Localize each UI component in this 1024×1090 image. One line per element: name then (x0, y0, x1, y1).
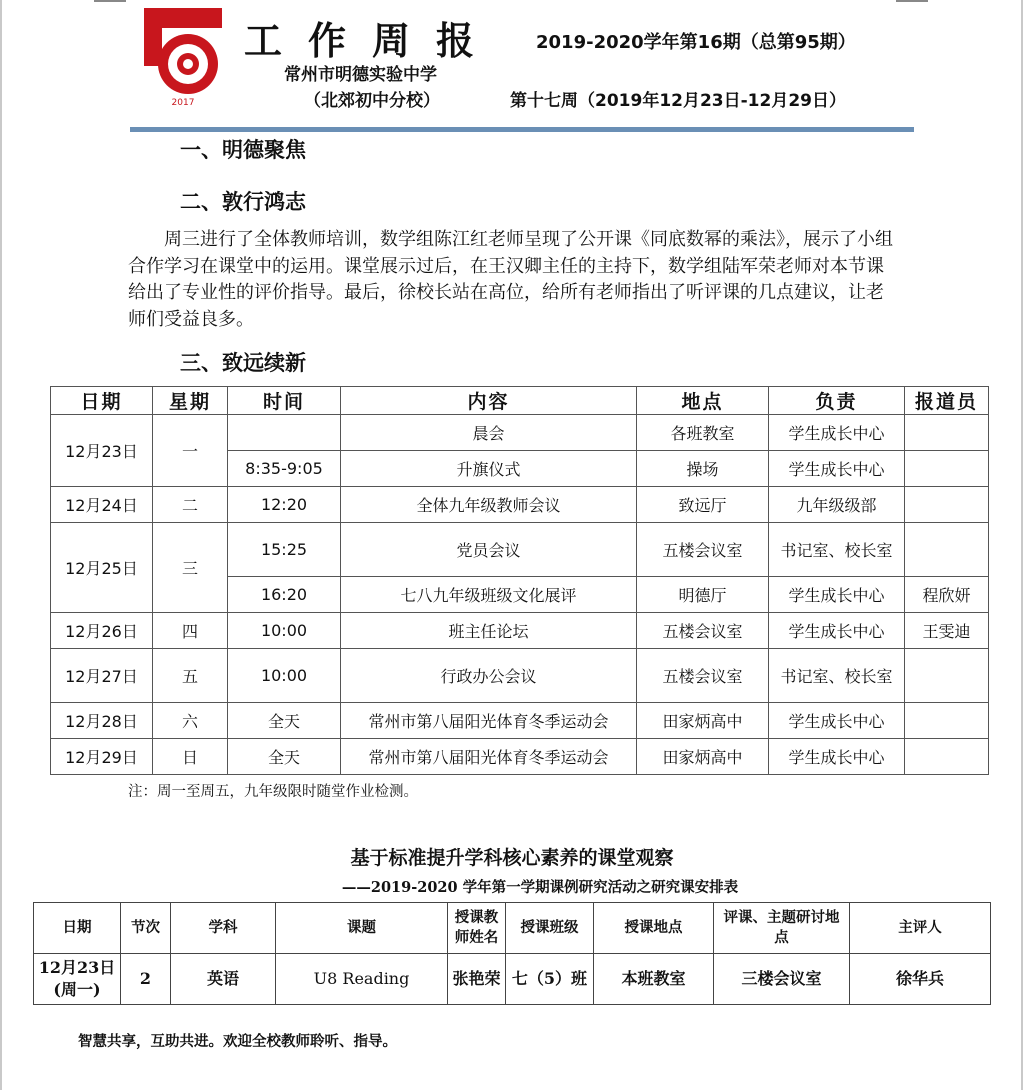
cell-date: 12月27日 (51, 649, 153, 703)
cell-owner: 书记室、校长室 (769, 523, 905, 577)
cell-reporter (905, 703, 989, 739)
observation-table (33, 902, 991, 1005)
col-header-reporter: 报道员 (905, 387, 989, 415)
page-tick-right (896, 0, 928, 2)
cell-time: 10:00 (228, 649, 341, 703)
cell-owner: 学生成长中心 (769, 703, 905, 739)
obs-header-subject: 学科 (171, 903, 276, 954)
cell-weekday: 六 (153, 703, 228, 739)
cell-time: 15:25 (228, 523, 341, 577)
cell-reporter (905, 451, 989, 487)
cell-time: 全天 (228, 703, 341, 739)
cell-place: 田家炳高中 (637, 739, 769, 775)
issue-number: 2019-2020学年第16期（总第95期） (536, 32, 856, 53)
week-range: 第十七周（2019年12月23日-12月29日） (510, 91, 846, 111)
col-header-time: 时间 (228, 387, 341, 415)
obs-header-place: 授课地点 (594, 903, 714, 954)
report-title: 工作周报 (244, 19, 501, 63)
cell-owner: 学生成长中心 (769, 415, 905, 451)
cell-place: 五楼会议室 (637, 523, 769, 577)
obs-cell-reviewer: 徐华兵 (850, 954, 991, 1005)
section-heading-schedule: 三、致远续新 (180, 351, 306, 375)
table-row (51, 613, 989, 649)
table-row (51, 523, 989, 577)
cell-date: 12月29日 (51, 739, 153, 775)
cell-content: 常州市第八届阳光体育冬季运动会 (341, 739, 637, 775)
col-header-weekday: 星期 (153, 387, 228, 415)
footer-note: 智慧共享，互助共进。欢迎全校教师聆听、指导。 (78, 1033, 397, 1050)
cell-date: 12月28日 (51, 703, 153, 739)
cell-time: 10:00 (228, 613, 341, 649)
cell-place: 田家炳高中 (637, 703, 769, 739)
cell-weekday: 一 (153, 415, 228, 487)
cell-time: 全天 (228, 739, 341, 775)
page-tick-left (94, 0, 126, 2)
cell-content: 党员会议 (341, 523, 637, 577)
table-row (34, 954, 991, 1005)
cell-reporter: 程欣妍 (905, 577, 989, 613)
cell-owner: 书记室、校长室 (769, 649, 905, 703)
cell-time: 12:20 (228, 487, 341, 523)
cell-time: 16:20 (228, 577, 341, 613)
obs-cell-subject: 英语 (171, 954, 276, 1005)
cell-date: 12月25日 (51, 523, 153, 613)
cell-reporter (905, 649, 989, 703)
obs-cell-date (34, 954, 121, 1005)
cell-place: 五楼会议室 (637, 613, 769, 649)
obs-cell-period: 2 (121, 954, 171, 1005)
cell-date: 12月23日 (51, 415, 153, 487)
observation-header-row (34, 903, 991, 954)
col-header-content: 内容 (341, 387, 637, 415)
cell-place: 操场 (637, 451, 769, 487)
cell-reporter (905, 739, 989, 775)
cell-reporter (905, 523, 989, 577)
header-rule (130, 127, 914, 132)
cell-reporter (905, 487, 989, 523)
cell-content: 行政办公会议 (341, 649, 637, 703)
cell-content: 班主任论坛 (341, 613, 637, 649)
obs-header-topic: 课题 (276, 903, 448, 954)
cell-date: 12月24日 (51, 487, 153, 523)
cell-reporter (905, 415, 989, 451)
page-border-left (0, 0, 2, 1090)
obs-header-reviewer: 主评人 (850, 903, 991, 954)
cell-reporter: 王雯迪 (905, 613, 989, 649)
obs-cell-place: 本班教室 (594, 954, 714, 1005)
obs-date: 12月23日 (38, 958, 116, 977)
obs-cell-class: 七（5）班 (506, 954, 594, 1005)
table-row (51, 703, 989, 739)
col-header-date: 日期 (51, 387, 153, 415)
section-heading-focus: 一、明德聚焦 (180, 138, 306, 162)
table-row (51, 415, 989, 451)
schedule-note: 注：周一至周五，九年级限时随堂作业检测。 (128, 784, 418, 800)
obs-header-class: 授课班级 (506, 903, 594, 954)
obs-header-date: 日期 (34, 903, 121, 954)
cell-place: 五楼会议室 (637, 649, 769, 703)
col-header-owner: 负责 (769, 387, 905, 415)
table-row (51, 487, 989, 523)
cell-content: 升旗仪式 (341, 451, 637, 487)
obs-cell-review-place: 三楼会议室 (714, 954, 850, 1005)
obs-cell-topic: U8 Reading (276, 954, 448, 1005)
cell-weekday: 三 (153, 523, 228, 613)
school-logo (138, 6, 228, 110)
observation-title: 基于标准提升学科核心素养的课堂观察 (350, 847, 674, 869)
section-heading-training: 二、敦行鸿志 (180, 190, 306, 214)
weekly-schedule-table (50, 386, 989, 775)
obs-day: (周一) (53, 980, 101, 999)
cell-content: 常州市第八届阳光体育冬季运动会 (341, 703, 637, 739)
cell-time: 8:35-9:05 (228, 451, 341, 487)
cell-owner: 学生成长中心 (769, 577, 905, 613)
cell-owner: 学生成长中心 (769, 613, 905, 649)
cell-weekday: 日 (153, 739, 228, 775)
page-border-right (1021, 0, 1023, 1090)
schedule-header-row (51, 387, 989, 415)
cell-owner: 学生成长中心 (769, 451, 905, 487)
training-paragraph: 周三进行了全体教师培训，数学组陈江红老师呈现了公开课《同底数幂的乘法》，展示了小组合作学习在课堂中的运用。课堂展示过后，在王汉卿主任的主持下，数学组陆军荣老师对本节课给出了专业性的评价指导。最后，徐校长站在高位，给所有老师指出了听评课的几点建议，让老师们受益良多。 (128, 229, 893, 330)
cell-content: 七八九年级班级文化展评 (341, 577, 637, 613)
cell-weekday: 四 (153, 613, 228, 649)
obs-header-review-place: 评课、主题研讨地点 (714, 903, 850, 954)
obs-cell-teacher: 张艳荣 (448, 954, 506, 1005)
cell-content: 晨会 (341, 415, 637, 451)
cell-time (228, 415, 341, 451)
cell-weekday: 五 (153, 649, 228, 703)
table-row (51, 649, 989, 703)
cell-content: 全体九年级教师会议 (341, 487, 637, 523)
col-header-place: 地点 (637, 387, 769, 415)
obs-header-teacher: 授课教师姓名 (448, 903, 506, 954)
obs-header-period: 节次 (121, 903, 171, 954)
logo-year: 2017 (171, 98, 195, 108)
table-row (51, 739, 989, 775)
cell-owner: 学生成长中心 (769, 739, 905, 775)
cell-weekday: 二 (153, 487, 228, 523)
cell-owner: 九年级级部 (769, 487, 905, 523)
cell-place: 各班教室 (637, 415, 769, 451)
cell-place: 明德厅 (637, 577, 769, 613)
cell-place: 致远厅 (637, 487, 769, 523)
school-name: 常州市明德实验中学 (284, 65, 437, 85)
cell-date: 12月26日 (51, 613, 153, 649)
branch-name: （北郊初中分校） (304, 91, 440, 111)
observation-subtitle: ——2019-2020 学年第一学期课例研究活动之研究课安排表 (341, 879, 739, 896)
